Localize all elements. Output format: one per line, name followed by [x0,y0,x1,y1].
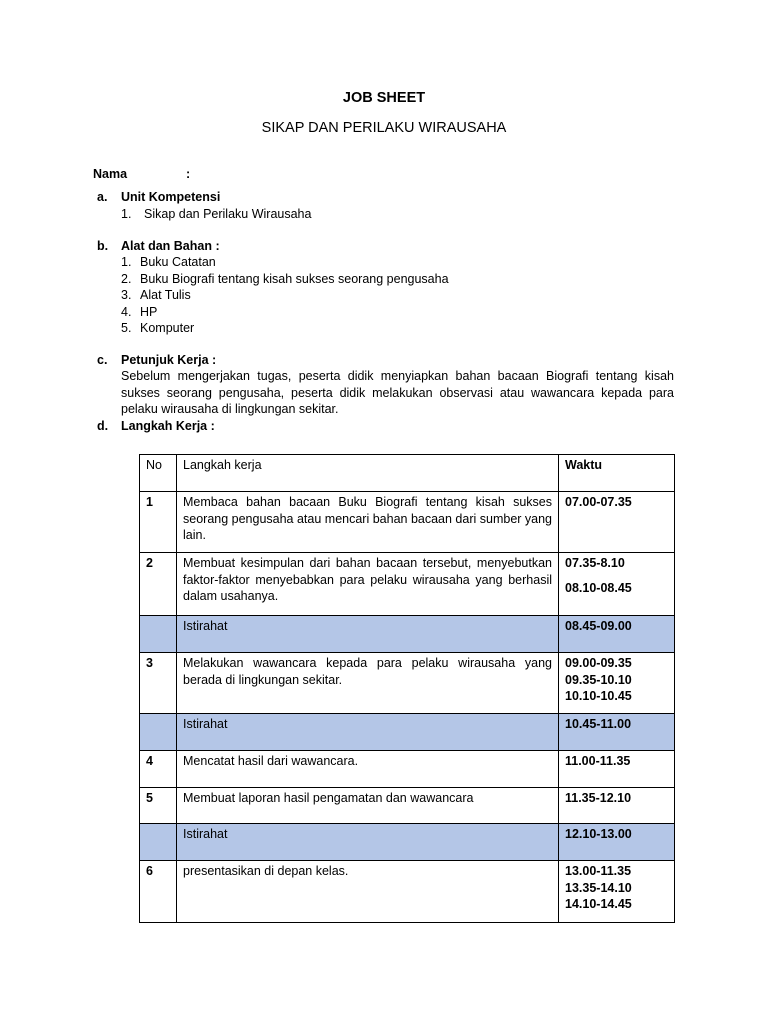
row-no: 6 [140,861,177,923]
row-waktu: 13.00-11.35 13.35-14.10 14.10-14.45 [559,861,675,923]
row-waktu: 07.00-07.35 [559,492,675,553]
row-langkah: Istirahat [177,616,559,653]
table-row [140,788,675,824]
section-b-list [121,254,449,337]
row-langkah: Membuat kesimpulan dari bahan bacaan tersebut, menyebutkan faktor-faktor menyebabkan para pelaku wirausaha yang berhasil dalam usahanya. [177,553,559,616]
row-langkah: Membuat laporan hasil pengamatan dan wawancara [177,788,559,824]
row-langkah: presentasikan di depan kelas. [177,861,559,923]
row-no: 4 [140,751,177,788]
row-langkah: Mencatat hasil dari wawancara. [177,751,559,788]
nama-colon: : [186,167,191,181]
row-no: 2 [140,553,177,616]
table-row [140,553,675,616]
table-row [140,861,675,923]
section-b-title: Alat dan Bahan : [121,239,220,253]
list-item: 1. Sikap dan Perilaku Wirausaha [121,207,312,221]
list-item: 1. Buku Catatan [121,255,216,269]
row-waktu: 08.45-09.00 [559,616,675,653]
row-no [140,616,177,653]
row-langkah: Melakukan wawancara kepada para pelaku wirausaha yang berada di lingkungan sekitar. [177,653,559,714]
row-no [140,824,177,861]
row-waktu: 09.00-09.35 09.35-10.10 10.10-10.45 [559,653,675,714]
section-c-letter: c. [97,353,108,367]
header-waktu: Waktu [559,455,675,492]
row-no [140,714,177,751]
row-waktu: 12.10-13.00 [559,824,675,861]
row-langkah: Istirahat [177,714,559,751]
list-item: 3. Alat Tulis [121,288,191,302]
section-c-text: Sebelum mengerjakan tugas, peserta didik menyiapkan bahan bacaan Biografi tentang kisah sukses seorang pengusaha, peserta didik melakukan observasi atau wawancara kepada para pelaku wirausaha di lingkungan sekitar. [121,369,674,416]
row-waktu: 11.35-12.10 [559,788,675,824]
table-row [140,653,675,714]
section-b-letter: b. [97,239,109,253]
row-waktu: 11.00-11.35 [559,751,675,788]
list-item: 5. Komputer [121,321,195,335]
row-waktu: 10.45-11.00 [559,714,675,751]
row-langkah: Istirahat [177,824,559,861]
section-a-letter: a. [97,190,108,204]
section-d-title: Langkah Kerja : [121,419,215,433]
row-waktu: 07.35-8.10 08.10-08.45 [559,553,675,616]
row-no: 3 [140,653,177,714]
table-header-row [140,455,675,492]
row-no: 5 [140,788,177,824]
table-row [140,492,675,553]
section-d-letter: d. [97,419,109,433]
document-title: JOB SHEET [342,90,426,106]
list-item: 4. HP [121,304,158,319]
table-row [140,751,675,788]
list-item: 2. Buku Biografi tentang kisah sukses seorang pengusaha [121,271,449,286]
table-row-istirahat [140,616,675,653]
row-langkah: Membaca bahan bacaan Buku Biografi tentang kisah sukses seorang pengusaha atau mencari bahan bacaan dari sumber yang lain. [177,492,559,553]
section-a-title: Unit Kompetensi [121,190,221,204]
section-c-title: Petunjuk Kerja : [121,353,217,367]
table-row-istirahat [140,824,675,861]
section-a-list [121,206,311,223]
header-langkah: Langkah kerja [177,455,559,492]
langkah-kerja-table [139,454,675,923]
nama-label: Nama [93,167,128,181]
row-no: 1 [140,492,177,553]
header-no: No [140,455,177,492]
document-subtitle: SIKAP DAN PERILAKU WIRAUSAHA [261,120,507,136]
table-row-istirahat [140,714,675,751]
